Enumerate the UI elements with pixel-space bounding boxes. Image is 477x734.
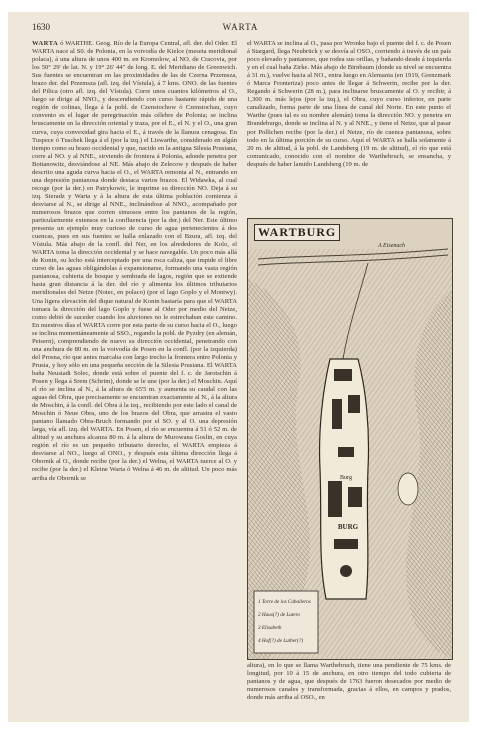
legend-item: 4 Hof(?) de Luther(?) bbox=[258, 638, 304, 644]
building-south-tower bbox=[348, 487, 362, 507]
building-tower-round bbox=[340, 565, 352, 577]
map-title: WARTBURG bbox=[254, 224, 340, 241]
document-page bbox=[8, 12, 469, 722]
legend-item: 3 Elisabeth bbox=[258, 625, 282, 631]
building-gatehouse bbox=[334, 369, 352, 381]
page-header bbox=[32, 22, 449, 36]
legend-item: 1 Torre de los Caballeros bbox=[258, 599, 311, 605]
left-column bbox=[32, 40, 237, 716]
wartburg-map bbox=[247, 218, 453, 660]
right-column-bottom bbox=[247, 662, 451, 718]
lead-term: WARTA bbox=[32, 40, 59, 47]
page-number: 1630 bbox=[32, 22, 50, 32]
map-drawing bbox=[248, 219, 452, 659]
pond bbox=[398, 473, 418, 505]
right-column-top-text: el WARTA se inclina al O., pasa por Wronke bajo el puente del f. c. de Posen á Stargard, llega Neubrück y se desvía al OSO., corriendo á través de un país poco elevado y pantanoso, que rodea sus orillas, y bañando desde á izquierda y en el cual baña Zirke. Más abajo de Birnbaum (donde su nivel se encuentra á 31 m.), vuelve hacia al NO., entra luego en Alemania (en 1919, Grenzmark ó Marca Fronteriza) poco antes de llegar á Schwerin, recibe por la der. Regando á Schwerin (28 m.), para inclinarse bruscamente al O. y recibir, á 1,300 m. más lejos (por la izq.), el Obra, cuyo curso inferior, en parte canalizado, forma parte de una línea de canal del Norte. En este punto el Warthe (pues tal es su nombre alemán) toma la dirección NO. y penetra en Brandeburgo, donde se inclina al N. y al NNE., y tiene el Netze, que al pasar por Pollichen recibe (por la der.) el Netze, río de cuenca pantanosa, sobre todo en la última porción de su curso. Aquí el WARTA se halla solamente á 20 m. de altitud, á la pobl. de Landsberg (19 m. de altitud), el río que está comunicado, conocido con el nombre de Warthebruch, se ensancha, y después de haber lamido Landsberg (19 m. de bbox=[247, 40, 451, 168]
building-west-range bbox=[332, 399, 342, 429]
building-south-wall bbox=[334, 539, 358, 549]
article-paragraph bbox=[32, 40, 237, 483]
fort-label: Burg bbox=[340, 475, 352, 481]
building-keep bbox=[338, 447, 354, 457]
right-column-bottom-text: altura), en lo que se llama Warthebruch, tiene una pendiente de 75 kms. de longitud, por 10 á 15 de anchura, en otro tiempo del todo cubierta de pantanos y de agua, que después de 1763 fueron desecados por medio de numerosos canales y transformada, gracias á ellos, en campos y prados, donde más arriba al OSO., en bbox=[247, 662, 451, 702]
right-column-top bbox=[247, 40, 451, 216]
yard-label: BURG bbox=[337, 523, 359, 531]
left-column-text: ó WARTHE. Geog. Río de la Europa Central, afl. der. del Oder. El WARTA nace al S0. de Polonia, en la voivodía de Kielce (meseta meridional polaca), á una altura de unos 400 m. en Kromolow, al NO. de Cracovia, por los 50° 29' de lat. N. y 19° 26' 44" de long. E. del Meridiano de Greenwich. Sus fuentes se encuentran en las proximidades de las de Czerna Przemsza, brazo der. del Przemsza (afl. izq. del Vístula), á 7 kms. ONO. de las fuentes del Pilica (otro afl. izq. del Vístula). Corre unos cuantos kilómetros al O., luego se dirige al NNO., y descendiendo con curso bastante rápido de una región de colinas, llega á la pobl. de Czenstochow ó Czenstochau, cuyo convento es el lugar de peregrinación más célebre de Polonia; se inclina bruscamente en la dirección oriental y traza, por el E., el N. y el O., una gran curva, cuya convexidad gira hacia el E., á través de la llanura cenagosa. En Tuspece ó Tuschek llega á el (por la izq.) el Liswarthe, considerado en algún tiempo como su brazo occidental y que, nacido en la antigua Silesia Prusiana, corre al NO. y al NNE., sirviendo de frontera á Polonia, adonde penetra por Bottanowitz, desviándose al NE. Más abajo de Zelecow y después de haber descrito una aguda curva hacia el O., el WARTA remonta al N., entrando en una depresión pantanosa donde destaca varios brazos. El Widawka, al cual recoge (por la der.) en Patrykowic, le imprime su dirección NO. Deja á su izq. Sieradz y Warta y á la altura de esta última población comienza á desviarse al N., se dirige al NNE., inclinándose al NNO., acompañado por numerosos brazos que corren sinuosos entre los pantanos de la región, particularmente extensos en la confluencia (por la der.) del Ner. Este último presenta un ejemplo muy curioso de curso de agua pertenecientes á dos cuencas, pues en sus fuentes se halla enlazado con el Bzura, afl. izq. del Vístula. Más abajo de la confl. del Ner, en los alrededores de Kolo, el WARTA toma la dirección occidental y se hace navegable. Un poco más allá de Konin, su lecho está interceptado por una roca caliza, que impide el libre curso de las aguas obligándolas á expansionarse, formando una vasta región pantanosa, cubierta de bosque y sembrada de lagos, región que se extiende hasta gran distancia á la der. del río y alimenta los últimos tributarios meridionales del Netze (Notec, en polaco) (por el lago Goplo y el Montwy). Una ligera elevación del dique natural de Konin bastaría para que el WARTA tomara la dirección del lago Goplo y fuese al Oder por medio del Netze, como debió de suceder cuando los aluviones no le estrechaban este camino. En nuestros días el WARTA corre por esta parte de su curso hacia el O., luego se inclina momentáneamente al SSO., regando la pobl. de Pyzdry (en alemán, Peisern), comprendiendo de nuevo su dirección occidental, penetrando con una anchura de 80 m. en la voivodía de Posen en la confl. (por la izquierda) del Prosna, río que antes marcaba con largo trecho la frontera entre Polonia y Prusia, y hoy sólo en una pequeña sección de la Silesia Prusiana. El WARTA baña Neustadt Solec, donde está sobre el puente del f. c. de Jarotschin á Posen y llega á Srem (Schrim), donde se le une (por la der.) el Moschin. Aquí el río se inclina al N., á la altura de 65'5 m. y aumenta su caudal con las aguas del Obra, que precisamente se encuentran exactamente al N., á la altura de Moschin, á la confl. del Obra á la izq., recibiendo por este lado el canal de Moschin ó Neue Obra, uno de los brazos del Obra, que arrastra el vasto pantano llamado Obra-Bruch formando por el SO. y al O. una depresión larga, vía afl. izq. del WARTA. En Posen, el río se encuentra á 51 ó 52 m. de altitud y su anchura alcanza 80 m. á la altura de Murowana Goslin, en cuya región el río es un pequeño tributario derecho, el WARTA empieza á desviarse al NO., luego al ONO., y después esta última dirección llega á Obornik al O., donde recibe (por la der.) el Welna, el WARTA tuerce al O. y recibe (por la der.) el Kleine Warta ó Welna á 46 m. de altitud. Un poco más arriba de Obornik se bbox=[32, 40, 237, 482]
legend-item: 2 Haus(?) de Lutero bbox=[258, 612, 301, 618]
building-east-range bbox=[348, 395, 360, 413]
building-palas bbox=[328, 481, 342, 517]
running-title: WARTA bbox=[222, 22, 259, 32]
top-road-label: A Eisenach bbox=[378, 243, 406, 249]
